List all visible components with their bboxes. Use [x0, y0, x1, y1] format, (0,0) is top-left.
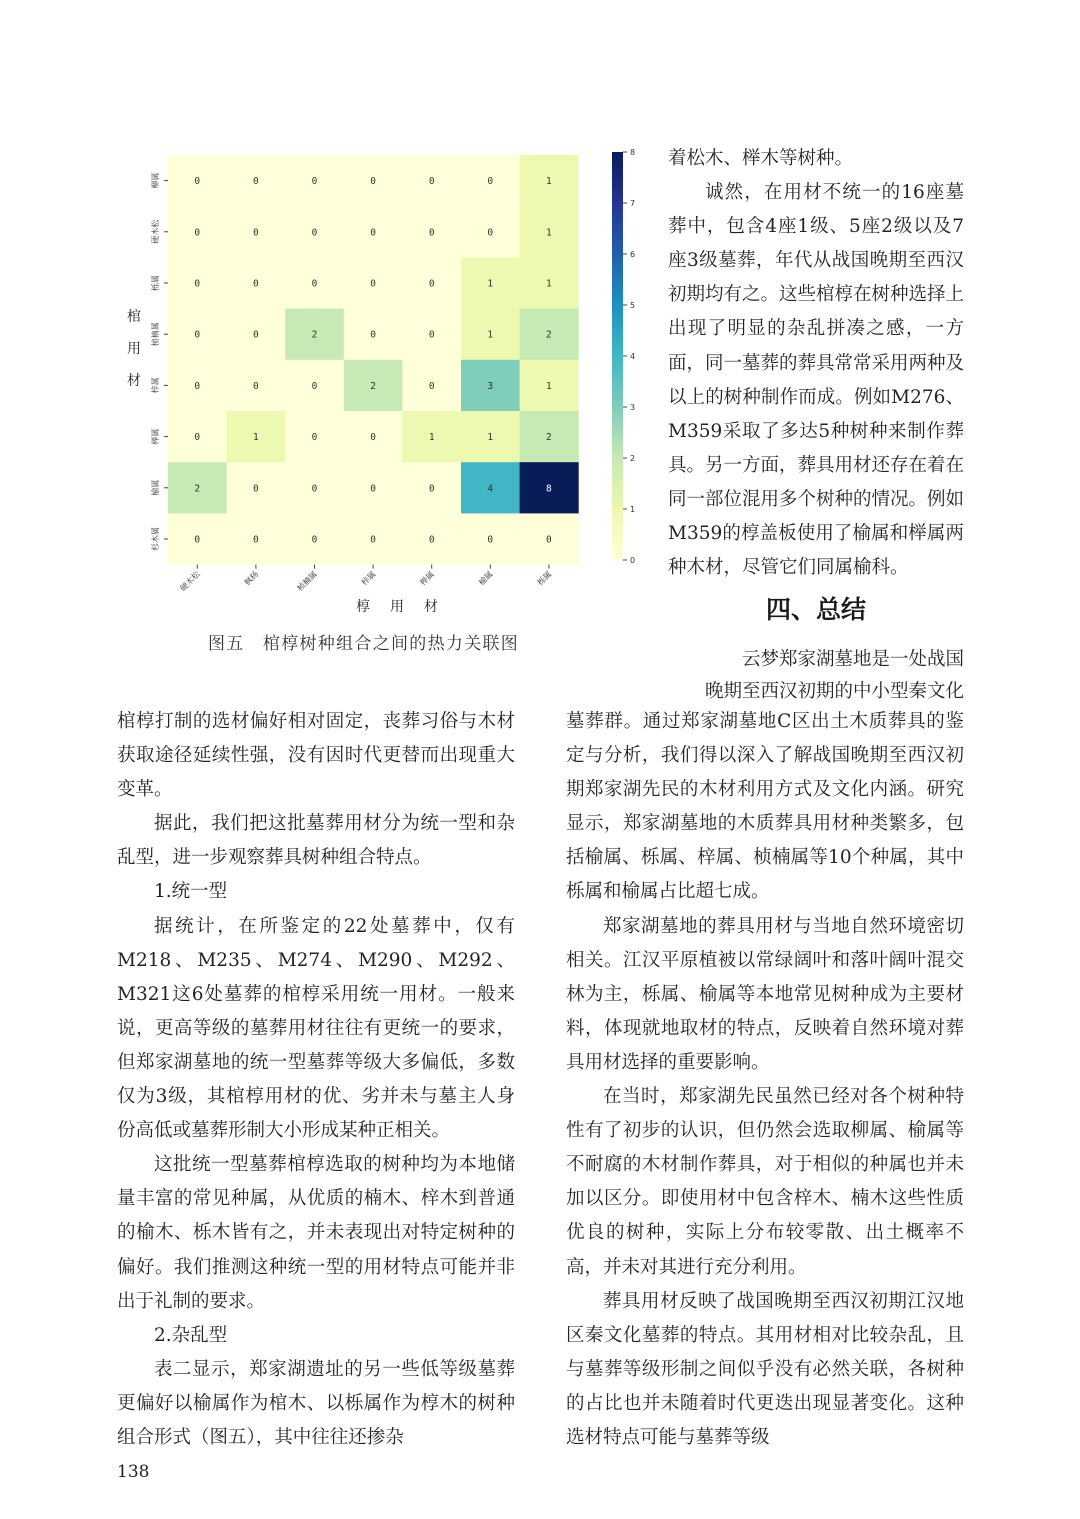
- y-axis-title-1: 棺: [127, 309, 141, 325]
- x-tick-label: 榆属: [477, 569, 495, 588]
- cell-value-label: 0: [428, 329, 435, 341]
- x-tick-label: 枫杨: [242, 569, 261, 588]
- cell-value-label: 0: [253, 176, 259, 188]
- cell-value-label: 1: [487, 329, 494, 341]
- y-tick-label: 梓属: [151, 377, 160, 394]
- cell-value-label: 0: [487, 534, 494, 546]
- paragraph: 棺椁打制的选材偏好相对固定，丧葬习俗与木材获取途径延续性强，没有因时代更替而出现重大变革。: [117, 711, 515, 801]
- section-heading: 四、总结: [766, 595, 867, 624]
- cell-value-label: 0: [370, 329, 376, 341]
- cell-value-label: 1: [487, 432, 494, 444]
- colorbar: [612, 148, 635, 565]
- y-tick-label: 榉属: [151, 428, 160, 445]
- cell-value-label: 0: [428, 483, 435, 495]
- paragraph: 郑家湖墓地的葬具用材与当地自然环境密切相关。江汉平原植被以常绿阔叶和落叶阔叶混交林为主，栎属、榆属等本地常见树种成为主要材料，体现就地取材的特点，反映着自然环境对葬具用材选择的重要影响。: [566, 915, 964, 1073]
- cell-value-label: 0: [194, 329, 201, 341]
- paragraph: 据统计，在所鉴定的22处墓葬中，仅有M218、M235、M274、M290、M292、M321这6处墓葬的棺椁采用统一用材。一般来说，更高等级的墓葬用材往往有更统一的要求，但郑家湖墓地的统一型墓葬等级大多偏低，多数仅为3级，其棺椁用材的优、劣并未与墓主人身份高低或墓葬形制大小形成某种正相关。: [117, 915, 515, 1142]
- cell-value-label: 0: [370, 278, 376, 290]
- colorbar-tick-label: 7: [630, 199, 636, 208]
- cell-value-label: 0: [311, 483, 318, 495]
- cell-value-label: 0: [194, 432, 201, 444]
- colorbar-tick-label: 0: [630, 556, 636, 565]
- cell-value-label: 0: [546, 534, 552, 546]
- x-tick-label: 栎属: [535, 569, 554, 588]
- cell-value-label: 0: [311, 176, 318, 188]
- y-tick-label: 杉木属: [151, 527, 160, 551]
- cell-value-label: 1: [546, 227, 552, 239]
- cell-value-label: 0: [194, 176, 201, 188]
- cell-value-label: 2: [546, 329, 552, 341]
- cell-value-label: 0: [428, 380, 435, 392]
- colorbar-tick-label: 1: [630, 505, 636, 514]
- colorbar-gradient: [612, 152, 623, 560]
- right-bottom-column: [566, 705, 964, 1455]
- paragraph: 在当时，郑家湖先民虽然已经对各个树种特性有了初步的认识，但仍然会选取柳属、榆属等不耐腐的木材制作葬具，对于相似的种属也并未加以区分。即使用材中包含梓木、楠木这些性质优良的树种，实际上分布较零散、出土概率不高，并未对其进行充分利用。: [566, 1086, 964, 1278]
- y-tick-label: 桢楠属: [151, 322, 160, 347]
- x-tick-label: 榉属: [418, 569, 437, 588]
- cell-value-label: 0: [194, 227, 201, 239]
- colorbar-tick-label: 8: [630, 148, 636, 157]
- cell-value-label: 0: [428, 176, 435, 188]
- cell-value-label: 0: [370, 432, 376, 444]
- cell-value-label: 1: [546, 278, 552, 290]
- cell-value-label: 0: [311, 380, 318, 392]
- heatmap-figure: [100, 140, 660, 630]
- cell-value-label: 0: [487, 227, 494, 239]
- heatmap-cells: [168, 155, 579, 565]
- paragraph: 这批统一型墓葬棺椁选取的树种均为本地储量丰富的常见种属，从优质的楠木、梓木到普通的榆木、栎木皆有之，并未表现出对特定树种的偏好。我们推测这种统一型的用材特点可能并非出于礼制的要求。: [117, 1154, 515, 1312]
- y-tick-label: 栎属: [151, 275, 160, 291]
- paragraph: 1.统一型: [154, 881, 228, 903]
- y-tick-labels: [150, 173, 168, 551]
- cell-value-label: 0: [253, 534, 259, 546]
- x-tick-label: 梓属: [359, 569, 378, 588]
- x-tick-label: 桢楠属: [295, 569, 319, 593]
- cell-value-label: 0: [253, 329, 259, 341]
- intro-line-2: 晚期至西汉初期的中小型秦文化: [704, 681, 964, 702]
- y-tick-label: 硬木松: [151, 219, 160, 244]
- cell-value-label: 0: [370, 227, 376, 239]
- paragraph: 据此，我们把这批墓葬用材分为统一型和杂乱型，进一步观察葬具树种组合特点。: [117, 813, 515, 869]
- paragraph: 着松木、榉木等树种。: [668, 148, 854, 169]
- cell-value-label: 0: [194, 278, 201, 290]
- cell-value-label: 0: [253, 278, 259, 290]
- colorbar-tick-label: 5: [630, 301, 636, 310]
- cell-value-label: 0: [311, 227, 318, 239]
- cell-value-label: 1: [253, 432, 259, 444]
- cell-value-label: 2: [194, 483, 201, 495]
- cell-value-label: 0: [194, 534, 201, 546]
- cell-value-label: 0: [311, 278, 318, 290]
- page-number: 138: [117, 1462, 150, 1482]
- cell-value-label: 2: [370, 380, 376, 392]
- cell-value-label: 0: [253, 227, 259, 239]
- colorbar-tick-label: 2: [630, 454, 636, 463]
- cell-value-label: 0: [487, 176, 494, 188]
- paragraph: 诚然，在用材不统一的16座墓葬中，包含4座1级、5座2级以及7座3级墓葬，年代从战国晚期至西汉初期均有之。这些棺椁在树种选择上出现了明显的杂乱拼凑之感，一方面，同一墓葬的葬具常常采用两种及以上的树种制作而成。例如M276、M359采取了多达5种树种来制作葬具。另一方面，葬具用材还存在着在同一部位混用多个树种的情况。例如M359的椁盖板使用了榆属和榉属两种木材，尽管它们同属榆科。: [668, 182, 965, 579]
- cell-value-label: 1: [487, 278, 494, 290]
- cell-value-label: 0: [253, 483, 259, 495]
- cell-value-label: 0: [370, 534, 376, 546]
- figure-caption: 图五 棺椁树种组合之间的热力关联图: [208, 634, 520, 654]
- cell-value-label: 0: [428, 278, 435, 290]
- left-column: [117, 705, 515, 1455]
- paragraph: 表二显示，郑家湖遗址的另一些低等级墓葬更偏好以榆属作为棺木、以栎属作为椁木的树种组合形式（图五），其中往往还掺杂: [117, 1358, 515, 1448]
- cell-value-label: 1: [428, 432, 435, 444]
- colorbar-tick-label: 3: [630, 403, 636, 412]
- colorbar-tick-label: 6: [630, 250, 636, 259]
- paragraph: 2.杂乱型: [154, 1324, 228, 1346]
- cell-value-label: 1: [546, 176, 552, 188]
- x-tick-label: 硬木松: [178, 569, 202, 593]
- x-axis-title: 椁用材: [356, 599, 458, 615]
- y-tick-label: 柳属: [151, 172, 160, 189]
- intro-line-1: 云梦郑家湖墓地是一处战国: [741, 649, 964, 670]
- cell-value-label: 3: [487, 380, 494, 392]
- cell-value-label: 0: [311, 432, 318, 444]
- y-axis-title-2: 用: [127, 341, 141, 357]
- cell-value-label: 0: [370, 176, 376, 188]
- x-tick-labels: [178, 565, 554, 593]
- cell-value-label: 4: [487, 483, 494, 495]
- y-tick-label: 榆属: [151, 479, 160, 496]
- cell-value-label: 0: [370, 483, 376, 495]
- paragraph: 葬具用材反映了战国晚期至西汉初期江汉地区秦文化墓葬的特点。其用材相对比较杂乱，且与墓葬等级形制之间似乎没有必然关联，各树种的占比也并未随着时代更迭出现显著变化。这种选材特点可能与墓葬等级: [566, 1290, 964, 1448]
- cell-value-label: 8: [546, 483, 552, 495]
- colorbar-tick-label: 4: [630, 352, 636, 361]
- cell-value-label: 0: [253, 380, 259, 392]
- cell-value-label: 2: [546, 432, 552, 444]
- right-top-column: [668, 142, 964, 585]
- cell-value-label: 1: [546, 380, 552, 392]
- cell-value-label: 0: [428, 534, 435, 546]
- cell-value-label: 2: [311, 329, 318, 341]
- cell-value-label: 0: [428, 227, 435, 239]
- y-axis-title-3: 材: [127, 373, 141, 389]
- paragraph: 墓葬群。通过郑家湖墓地C区出土木质葬具的鉴定与分析，我们得以深入了解战国晚期至西汉初期郑家湖先民的木材利用方式及文化内涵。研究显示，郑家湖墓地的木质葬具用材种类繁多，包括榆属、栎属、梓属、桢楠属等10个种属，其中栎属和榆属占比超七成。: [566, 711, 964, 903]
- cell-value-label: 0: [311, 534, 318, 546]
- cell-value-label: 0: [194, 380, 201, 392]
